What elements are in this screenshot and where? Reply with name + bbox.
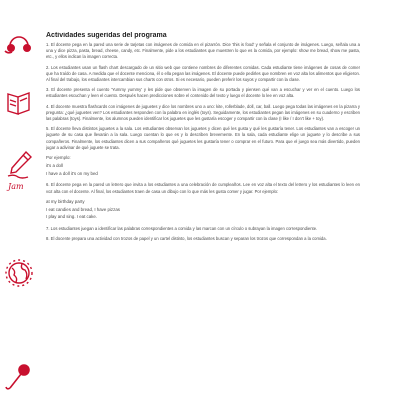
example-line: at my birthday party xyxy=(46,198,85,204)
paragraph: 8. El docente prepara una actividad con trozos de papel y un cartel distinto, los estudiantes buscan y separan los trozos que correspondan a la comida. xyxy=(46,236,327,242)
pencil-caption: Jam xyxy=(8,182,24,191)
paragraph: 3. El docente presenta el cuento 'Yummy yummy' y les pide que observen la imagen de su portada y piensen qué van a escuchar y ver en el cuento. Luego los estudiantes escuchan y leen el cuento. Después hacen predicciones sobre el contenido del texto y luego el docente lo lee en voz alta. xyxy=(46,87,360,99)
paragraph: 7. Los estudiantes juegan a identificar las palabras correspondientes a comida y las marcan con un círculo o subrayan la imagen correspondiente. xyxy=(46,226,318,232)
pencil-icon xyxy=(4,150,34,180)
document-body xyxy=(46,32,360,394)
page-title: Actividades sugeridas del programa xyxy=(46,32,167,39)
paragraph: 5. El docente lleva distintos juguetes a la sala. Los estudiantes observan los juguetes y dicen qué les gusta y qué les gustaría tener. Los estudiantes van a escoger un juguete de su casa que llevarán a la sala. Luego cuentan lo que es y lo describen brevemente. En la sala, cada estudiante elige un juguete y lo describe a sus compañeros. Finalmente, los estudiantes dicen a sus compañeros qué juguetes les gustaría tener o comprar en el futuro. Para que el juego sea más divertido, pueden jugar a adivinar de qué juguete se trata. xyxy=(46,126,360,150)
paragraph: 1. El docente pega en la pared una serie de tarjetas con imágenes de comida en el pizarrón. Dice 'this is food' y señala el conjunto de imágenes. Luego, señala una a una y dice pizza, pasta, bread, cheese, candy, etc. Finalmente, pide a los estudiantes que muestren lo que es la comida, por ejemplo: show me bread, show me pasta, etc., y ellos indican la imagen correcta. xyxy=(46,42,360,60)
paragraph: 2. Los estudiantes usan un flash chart descargado de un sitio web que contiene nombres de diferentes comidas. Cada estudiante tiene imágenes de cosas de comer que ha traído de casa. A medida que el docente menciona, él o ella pegan las imágenes. El docente puede pedirles que nombren en voz alta los alimentos que eligieron. Al final del trabajo, los estudiantes intercambian sus charts con otros. Si es necesario, pueden preferir los suyos y compartir con la clase. xyxy=(46,64,360,83)
example-heading: Por ejemplo: xyxy=(46,155,71,161)
globe-icon xyxy=(4,258,34,288)
microphone-icon xyxy=(4,362,34,392)
sidebar xyxy=(0,0,40,400)
example-line: I have a doll it's on my bed xyxy=(46,170,98,176)
example-line: it's a doll xyxy=(46,162,63,168)
headphones-icon xyxy=(4,28,34,58)
example-line: I play and sing. I eat cake. xyxy=(46,214,98,220)
paragraph: 6. El docente pega en la pared un letrero que invita a los estudiantes a una celebración de cumpleaños. Lee en voz alta el texto del letrero y los estudiantes lo leen en voz alta con el docente. Al final, los estudiantes traen de casa un dibujo con lo que más les gusta comer y jugar. Por ejemplo: xyxy=(46,182,360,194)
book-icon xyxy=(4,88,34,118)
paragraph: 4. El docente muestra flashcards con imágenes de juguetes y dice los nombres uno a uno: kite, rollerblade, doll, car, ball. Luego pega todas las imágenes en la pizarra y pregunta: ¿qué juguetes ven? Los estudiantes responden con la palabra en inglés (toys). Seguidamente, los estudiantes pegan las imágenes en su cuaderno y escriben las palabras (toys). Finalmente, los alumnos pueden identificar los juguetes que les gustaría escoger y compartir con la clase (I like / I don't like + toy). xyxy=(46,103,360,122)
example-line: I eat candies and bread, I have pizzas xyxy=(46,206,120,212)
